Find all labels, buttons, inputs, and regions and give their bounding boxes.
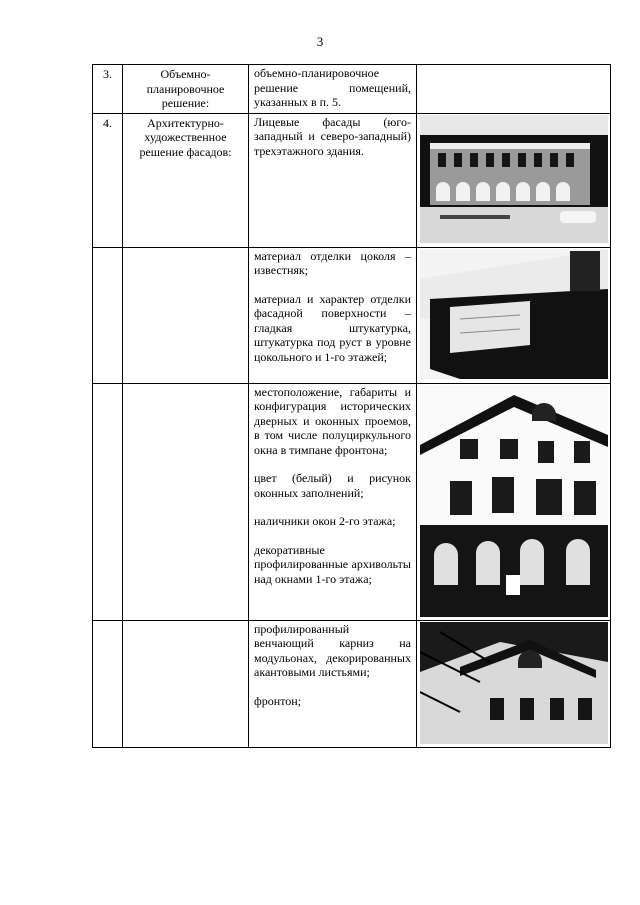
row-description (249, 383, 417, 620)
row-name (123, 620, 249, 747)
cornice-photo (420, 622, 608, 744)
row-number (93, 383, 123, 620)
description-item: местоположение, габариты и конфигурация исторических дверных и оконных проемов, в том числе полуциркульного окна в тимпане фронтона; (254, 384, 411, 457)
description-item: профилированный венчающий карниз на модульонах, декорированных акантовыми листьями; (254, 621, 411, 679)
photo-cell-empty (417, 65, 611, 114)
plinth-photo (420, 249, 608, 379)
row-name (123, 247, 249, 383)
row-name (123, 383, 249, 620)
photo-cell (417, 113, 611, 247)
row-name: Объемно-планировочное решение: (123, 65, 249, 114)
description-item: декоративные профилированные архивольты над окнами 1-го этажа; (254, 542, 411, 586)
description-item: материал отделки цоколя – известняк; (254, 248, 411, 277)
table-row (93, 113, 611, 247)
table-row (93, 247, 611, 383)
row-number (93, 620, 123, 747)
windows-photo (420, 385, 608, 617)
table-row (93, 383, 611, 620)
facade-photo (420, 115, 608, 243)
photo-cell (417, 247, 611, 383)
description-item: фронтон; (254, 693, 302, 708)
photo-cell (417, 383, 611, 620)
row-description (249, 113, 417, 247)
objects-table (92, 64, 611, 748)
row-description (249, 247, 417, 383)
description-item: материал и характер отделки фасадной поверхности – гладкая штукатурка, штукатурка под руст в уровне цокольного и 1-го этажей; (254, 291, 411, 364)
page-number: 3 (316, 34, 324, 49)
description-item: наличники окон 2-го этажа; (254, 514, 396, 528)
row-description (249, 65, 417, 114)
description-item: Лицевые фасады (юго-западный и северо-западный) трехэтажного здания. (254, 114, 411, 158)
row-name: Архитектурно-художественное решение фасадов: (123, 113, 249, 247)
row-number: 4. (93, 113, 123, 247)
row-number: 3. (93, 65, 123, 114)
description-item: объемно-планировочное решение помещений, указанных в п. 5. (254, 66, 411, 109)
table-row (93, 65, 611, 114)
table-row (93, 620, 611, 747)
photo-cell (417, 620, 611, 747)
description-item: цвет (белый) и рисунок оконных заполнений; (254, 471, 411, 500)
row-description (249, 620, 417, 747)
row-number (93, 247, 123, 383)
